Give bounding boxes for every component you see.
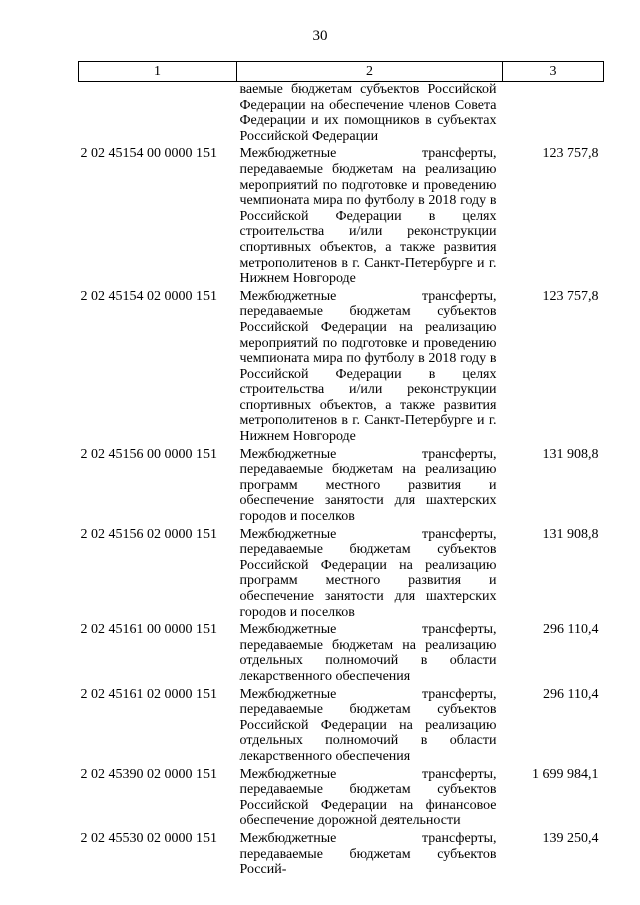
column-header-code: 1 bbox=[79, 62, 237, 82]
row-amount: 123 757,8 bbox=[542, 288, 599, 304]
row-code: 2 02 45156 02 0000 151 bbox=[80, 526, 217, 542]
page-number: 30 bbox=[312, 28, 328, 44]
column-header-description: 2 bbox=[237, 62, 503, 82]
row-amount: 139 250,4 bbox=[542, 830, 599, 846]
row-description: Межбюджетные трансферты, передаваемые бюджетам субъектов Российской Федерации на реализацию программ местного развития и обеспечение занятости для шахтерских городов и поселков bbox=[239, 526, 497, 620]
row-amount: 296 110,4 bbox=[543, 622, 599, 638]
row-description: Межбюджетные трансферты, передаваемые бюджетам на реализацию мероприятий по подготовке и проведению чемпионата мира по футболу в 2018 году в Российской Федерации в целях строительства и/или реконструкции спортивных объектов, а также развития метрополитенов в г. Санкт-Петербурге и г. Нижнем Новгороде bbox=[239, 146, 497, 287]
table-row bbox=[79, 765, 604, 829]
table-header-row bbox=[79, 62, 604, 82]
row-amount: 131 908,8 bbox=[542, 446, 599, 462]
row-code: 2 02 45154 02 0000 151 bbox=[80, 288, 217, 304]
row-code: 2 02 45161 00 0000 151 bbox=[80, 622, 217, 638]
table-row bbox=[79, 287, 604, 445]
row-description: Межбюджетные трансферты, передаваемые бюджетам субъектов Российской Федерации на реализацию мероприятий по подготовке и проведению чемпионата мира по футболу в 2018 году в Российской Федерации в целях строительства и/или реконструкции спортивных объектов, а также развития метрополитенов в г. Санкт-Петербурге и г. Нижнем Новгороде bbox=[239, 288, 497, 445]
budget-table bbox=[78, 61, 604, 878]
row-description: ваемые бюджетам субъектов Российской Федерации на обеспечение членов Совета Федерации и их помощников в субъектах Российской Федерации bbox=[237, 82, 503, 145]
row-code: 2 02 45530 02 0000 151 bbox=[80, 830, 217, 846]
row-amount: 296 110,4 bbox=[543, 686, 599, 702]
table-row bbox=[79, 525, 604, 621]
row-description: Межбюджетные трансферты, передаваемые бюджетам на реализацию программ местного развития и обеспечение занятости для шахтерских городов и поселков bbox=[239, 446, 497, 525]
row-amount bbox=[503, 82, 604, 145]
table-row bbox=[79, 685, 604, 765]
table-row bbox=[79, 445, 604, 525]
row-code: 2 02 45390 02 0000 151 bbox=[80, 766, 217, 782]
row-code: 2 02 45154 00 0000 151 bbox=[80, 146, 217, 162]
row-code: 2 02 45156 00 0000 151 bbox=[80, 446, 217, 462]
column-header-amount: 3 bbox=[503, 62, 604, 82]
row-code: 2 02 45161 02 0000 151 bbox=[80, 686, 217, 702]
row-description: Межбюджетные трансферты, передаваемые бюджетам субъектов Россий- bbox=[239, 830, 497, 878]
row-code bbox=[79, 82, 237, 145]
row-description: Межбюджетные трансферты, передаваемые бюджетам на реализацию отдельных полномочий в области лекарственного обеспечения bbox=[239, 622, 497, 684]
table-row bbox=[79, 829, 604, 878]
table-row bbox=[79, 144, 604, 286]
row-description: Межбюджетные трансферты, передаваемые бюджетам субъектов Российской Федерации на реализацию отдельных полномочий в области лекарственного обеспечения bbox=[239, 686, 497, 764]
row-description: Межбюджетные трансферты, передаваемые бюджетам субъектов Российской Федерации на финансовое обеспечение дорожной деятельности bbox=[239, 766, 497, 829]
row-amount: 131 908,8 bbox=[542, 526, 599, 542]
row-amount: 1 699 984,1 bbox=[532, 766, 599, 782]
row-amount: 123 757,8 bbox=[542, 146, 599, 162]
table-row bbox=[79, 620, 604, 684]
table-row-continuation bbox=[79, 82, 604, 145]
